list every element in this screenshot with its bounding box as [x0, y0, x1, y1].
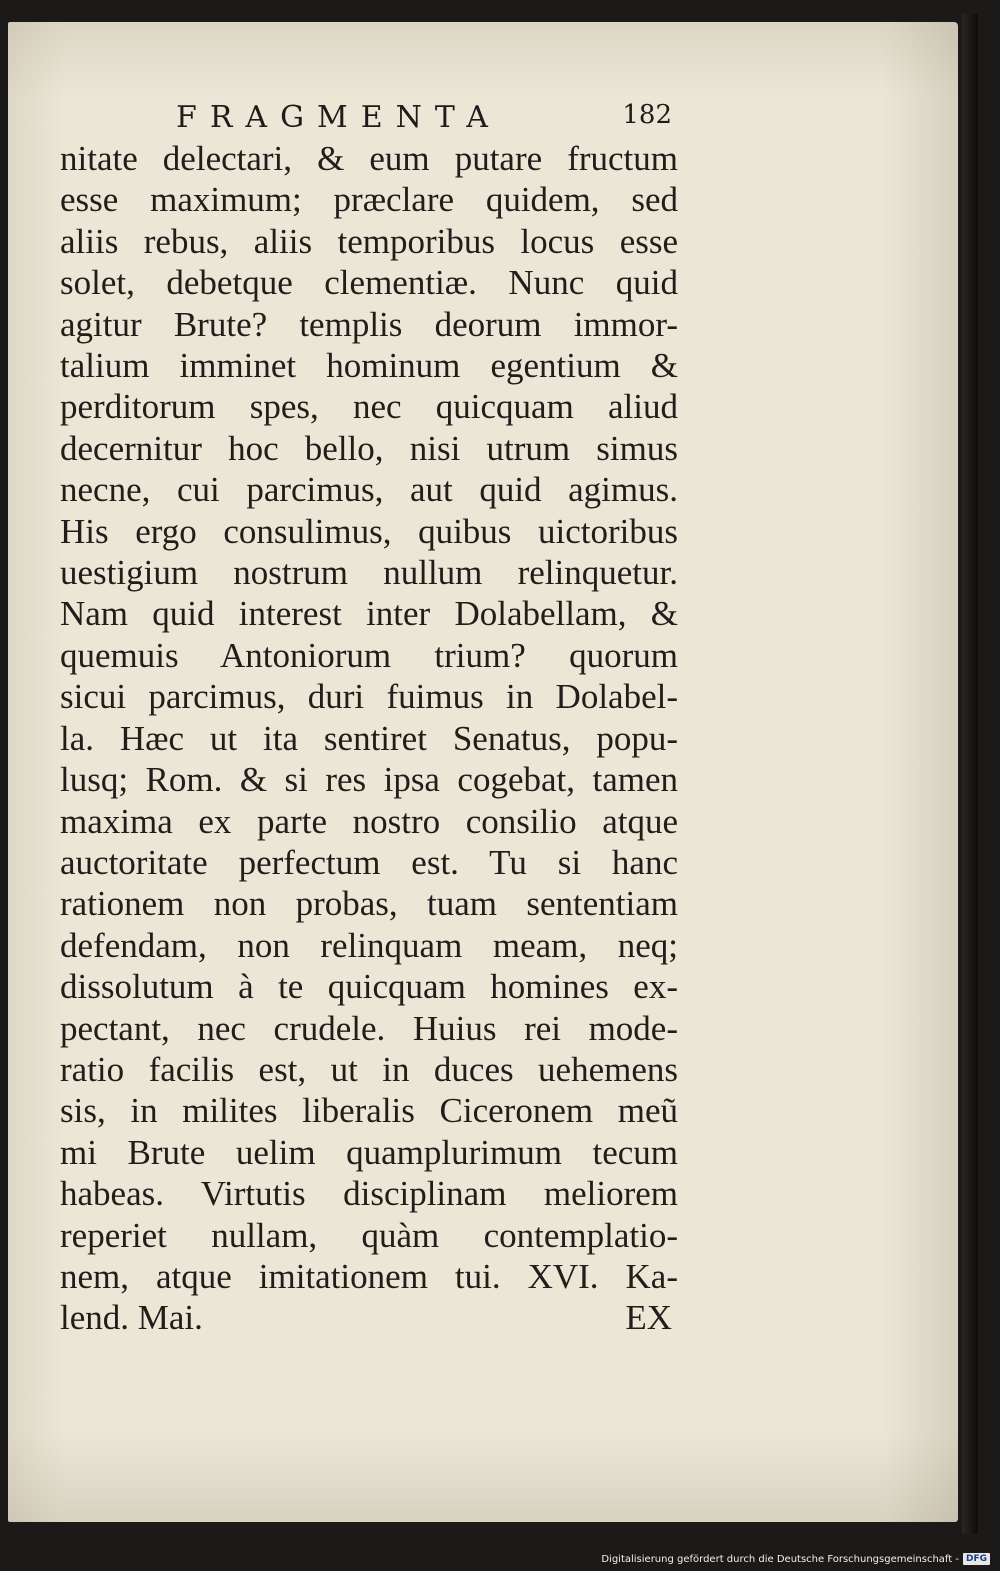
text-line: maxima ex parte nostro consilio atque — [60, 801, 678, 841]
text-line: mi Brute uelim quamplurimum tecum — [60, 1132, 678, 1172]
page-number: 182 — [622, 100, 672, 130]
closing-date: lend. Mai. — [60, 1298, 203, 1338]
text-line: nem, atque imitationem tui. XVI. Ka- — [60, 1256, 678, 1296]
text-line: esse maximum; præclare quidem, sed — [60, 180, 678, 220]
running-head — [60, 100, 680, 140]
text-block — [60, 138, 678, 1339]
text-line: defendam, non relinquam meam, neq; — [60, 925, 678, 965]
catchword: EX — [625, 1298, 672, 1338]
text-line: lusq; Rom. & si res ipsa cogebat, tamen — [60, 760, 678, 800]
text-line: necne, cui parcimus, aut quid agimus. — [60, 470, 678, 510]
text-line: perditorum spes, nec quicquam aliud — [60, 387, 678, 427]
text-line: sicui parcimus, duri fuimus in Dolabel- — [60, 677, 678, 717]
text-line: Nam quid interest inter Dolabellam, & — [60, 594, 678, 634]
text-line: quemuis Antoniorum trium? quorum — [60, 635, 678, 675]
text-line: pectant, nec crudele. Huius rei mode- — [60, 1008, 678, 1048]
book-spine-edge — [962, 14, 978, 1534]
text-line: auctoritate perfectum est. Tu si hanc — [60, 842, 678, 882]
text-line: aliis rebus, aliis temporibus locus esse — [60, 221, 678, 261]
text-line: habeas. Virtutis disciplinam meliorem — [60, 1174, 678, 1214]
text-line: decernitur hoc bello, nisi utrum simus — [60, 428, 678, 468]
text-line: la. Hæc ut ita sentiret Senatus, popu- — [60, 718, 678, 758]
last-line — [60, 1297, 678, 1338]
credit-text: Digitalisierung gefördert durch die Deutsche Forschungsgemeinschaft - — [601, 1553, 959, 1565]
text-line: dissolutum à te quicquam homines ex- — [60, 967, 678, 1007]
running-title: FRAGMENTA — [176, 100, 501, 135]
text-line: ratio facilis est, ut in duces uehemens — [60, 1049, 678, 1089]
text-line: uestigium nostrum nullum relinquetur. — [60, 553, 678, 593]
text-line: nitate delectari, & eum putare fructum — [60, 139, 678, 178]
digitization-credit — [601, 1553, 990, 1565]
text-line: solet, debetque clementiæ. Nunc quid — [60, 263, 678, 303]
text-line: reperiet nullam, quàm contemplatio- — [60, 1215, 678, 1255]
dfg-logo-icon: DFG — [963, 1553, 990, 1565]
text-line: talium imminet hominum egentium & — [60, 346, 678, 386]
text-line: His ergo consulimus, quibus uictoribus — [60, 511, 678, 551]
text-line: sis, in milites liberalis Ciceronem meũ — [60, 1091, 678, 1131]
text-line: rationem non probas, tuam sententiam — [60, 884, 678, 924]
text-line: agitur Brute? templis deorum immor- — [60, 304, 678, 344]
